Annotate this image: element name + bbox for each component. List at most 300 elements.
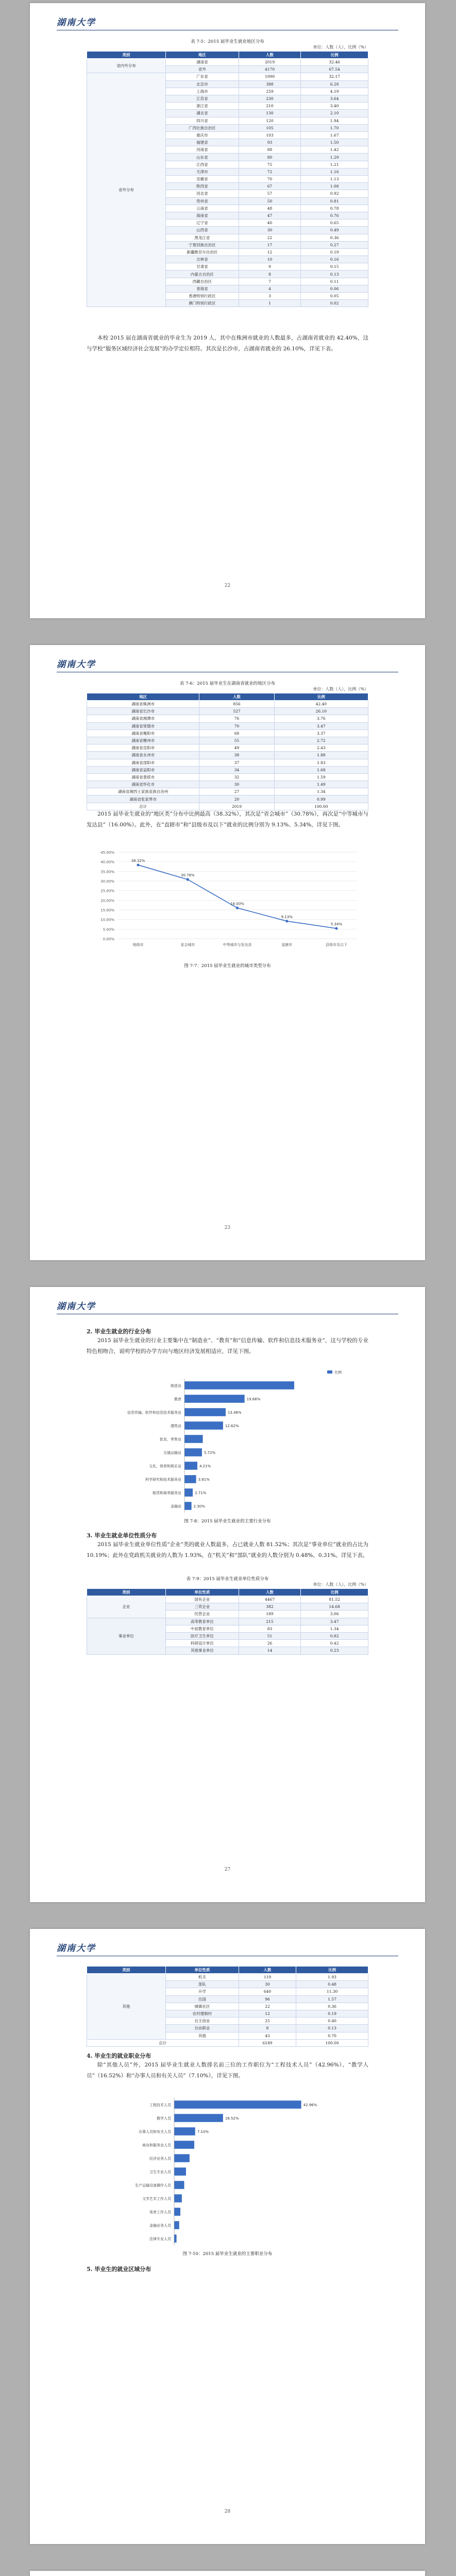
table-cell: 0.15 bbox=[301, 263, 368, 270]
table-cell: 4.19 bbox=[301, 88, 368, 95]
bar bbox=[184, 1435, 203, 1443]
group-cell: 其他 bbox=[87, 1974, 166, 2040]
table-cell: 1.21 bbox=[301, 161, 368, 168]
table-cell: 2.72 bbox=[274, 737, 368, 744]
bar bbox=[174, 2234, 177, 2243]
legend-label: 比例 bbox=[334, 1370, 342, 1375]
unit-section bbox=[87, 1531, 368, 1561]
table-cell: 辽宁省 bbox=[165, 219, 239, 227]
table-cell: 3.47 bbox=[301, 1618, 368, 1625]
data-label: 2.71% bbox=[195, 1491, 207, 1495]
table-cell: 68 bbox=[199, 730, 274, 737]
table-cell: 3.64 bbox=[301, 95, 368, 102]
table-cell: 17 bbox=[239, 241, 300, 248]
y-tick-label: 5.00% bbox=[103, 927, 114, 932]
table-cell: 4 bbox=[239, 285, 300, 292]
table-row bbox=[87, 788, 368, 795]
table-cell: 海南省 bbox=[165, 212, 239, 219]
table-cell: 科研设计单位 bbox=[165, 1640, 239, 1647]
industry-bar-chart bbox=[87, 1368, 368, 1515]
data-label: 16.00% bbox=[230, 902, 244, 906]
table-cell: 1.83 bbox=[274, 759, 368, 766]
table-cell: 湖南省常德市 bbox=[87, 722, 199, 730]
figure-caption: 图 7-8：2015 届毕业生就业的主要行业分布 bbox=[184, 1519, 271, 1524]
unit-table-continued bbox=[87, 1966, 368, 2047]
category-label: 办事人员和有关人员 bbox=[139, 2130, 171, 2134]
table-cell: 14 bbox=[239, 1647, 300, 1654]
table-cell: 103 bbox=[239, 131, 300, 139]
table-cell: 湖南省永州市 bbox=[87, 752, 199, 759]
table-cell: 天津市 bbox=[165, 168, 239, 175]
document-page-4 bbox=[30, 1929, 425, 2544]
table-cell: 1.88 bbox=[274, 752, 368, 759]
table-total-row bbox=[87, 2039, 368, 2046]
table-cell: 210 bbox=[239, 103, 300, 110]
page-header bbox=[57, 1298, 398, 1314]
table-cell: 1.50 bbox=[301, 139, 368, 146]
region-table-block bbox=[87, 38, 368, 307]
table-cell: 119 bbox=[239, 1974, 296, 1981]
table-cell: 0.49 bbox=[301, 227, 368, 234]
table-cell: 0.36 bbox=[296, 2003, 368, 2010]
table-cell: 医疗卫生单位 bbox=[165, 1632, 239, 1639]
table-cell: 1.42 bbox=[301, 146, 368, 154]
table-cell: 自由职业 bbox=[165, 2025, 239, 2032]
table-cell: 26.10 bbox=[274, 708, 368, 715]
table-cell: 22 bbox=[239, 2003, 296, 2010]
category-label: 教学人员 bbox=[157, 2116, 171, 2121]
table-cell: 51 bbox=[239, 1632, 300, 1639]
table-cell: 22 bbox=[239, 234, 300, 241]
industry-chart bbox=[87, 1368, 368, 1515]
document-page-5 bbox=[30, 2571, 425, 2576]
x-tick-label: 直辖市 bbox=[281, 943, 293, 947]
table-cell: 32.17 bbox=[301, 73, 368, 80]
bar bbox=[184, 1408, 226, 1416]
table-row bbox=[87, 1618, 368, 1625]
table-row bbox=[87, 59, 368, 66]
table-cell: 67.54 bbox=[301, 66, 368, 73]
industry-section bbox=[87, 1327, 368, 1357]
table-cell: 1.08 bbox=[301, 183, 368, 190]
table-cell: 0.06 bbox=[301, 285, 368, 292]
job-chart bbox=[87, 2093, 368, 2247]
table-header: 单位性质 bbox=[165, 1589, 239, 1596]
table-cell: 27 bbox=[199, 788, 274, 795]
table-cell: 0.11 bbox=[301, 278, 368, 285]
bar bbox=[174, 2181, 184, 2189]
table-cell: 陕西省 bbox=[165, 183, 239, 190]
bar bbox=[174, 2141, 194, 2149]
table-cell: 1.70 bbox=[301, 124, 368, 131]
table-cell: 1.49 bbox=[274, 781, 368, 788]
table-cell: 内蒙古自治区 bbox=[165, 270, 239, 278]
bar bbox=[184, 1381, 294, 1389]
table-cell: 30 bbox=[239, 227, 300, 234]
x-tick-label: 地级市 bbox=[132, 943, 144, 947]
category-label: 体育工作人员 bbox=[149, 2210, 171, 2214]
table-cell: 6189 bbox=[239, 2039, 296, 2046]
table-header: 单位性质 bbox=[165, 1967, 239, 1974]
table-cell: 42.40 bbox=[274, 701, 368, 708]
table-caption: 表 7-9：2015 届毕业生就业单位性质分布 bbox=[186, 1577, 269, 1582]
table-cell: 重庆市 bbox=[165, 131, 239, 139]
bar bbox=[174, 2208, 180, 2216]
table-cell: 189 bbox=[239, 1611, 300, 1618]
table-cell: 河北省 bbox=[165, 190, 239, 197]
table-cell: 0.76 bbox=[301, 212, 368, 219]
x-tick-label: 中等城市与发达县 bbox=[223, 943, 252, 947]
table-cell: 3.37 bbox=[274, 730, 368, 737]
bar bbox=[174, 2154, 190, 2162]
table-cell: 吉林省 bbox=[165, 256, 239, 263]
table-row bbox=[87, 795, 368, 803]
data-label: 2.30% bbox=[193, 1504, 205, 1509]
table-cell: 安徽省 bbox=[165, 176, 239, 183]
bar bbox=[174, 2127, 195, 2136]
university-logo: 湖南大学 bbox=[57, 1943, 96, 1954]
table-row bbox=[87, 766, 368, 773]
table-cell: 32.46 bbox=[301, 59, 368, 66]
table-cell: 1.29 bbox=[301, 154, 368, 161]
document-page-3 bbox=[30, 1287, 425, 1902]
data-label: 19.66% bbox=[246, 1397, 261, 1401]
table-cell: 26 bbox=[239, 1640, 300, 1647]
table-cell: 四川省 bbox=[165, 117, 239, 124]
y-tick-label: 10.00% bbox=[100, 918, 114, 922]
table-cell: 升学 bbox=[165, 1988, 239, 1995]
table-cell: 浙江省 bbox=[165, 103, 239, 110]
table-cell: 527 bbox=[199, 708, 274, 715]
y-tick-label: 30.00% bbox=[100, 879, 114, 884]
paragraph-block bbox=[87, 809, 368, 831]
category-label: 商业和服务业人员 bbox=[142, 2143, 171, 2147]
table-row bbox=[87, 708, 368, 715]
table-cell: 0.65 bbox=[301, 219, 368, 227]
category-label: 金融业务人员 bbox=[149, 2224, 171, 2228]
group-cell: 事业单位 bbox=[87, 1618, 166, 1654]
table-cell: 8 bbox=[239, 270, 300, 278]
unit-table-block bbox=[87, 1575, 368, 1655]
y-tick-label: 15.00% bbox=[100, 908, 114, 912]
table-cell: 省外 bbox=[165, 66, 239, 73]
table-row bbox=[87, 701, 368, 708]
table-cell: 0.48 bbox=[296, 1981, 368, 1988]
table-cell: 14.68 bbox=[301, 1603, 368, 1611]
table-cell: 388 bbox=[239, 80, 300, 88]
table-cell: 3.06 bbox=[301, 1611, 368, 1618]
page-number: 22 bbox=[224, 583, 231, 588]
table-row bbox=[87, 1596, 368, 1603]
group-cell: 企业 bbox=[87, 1596, 166, 1618]
city-type-line-chart bbox=[87, 846, 368, 959]
bar bbox=[184, 1475, 196, 1483]
table-cell: 山东省 bbox=[165, 154, 239, 161]
table-cell: 2.43 bbox=[274, 744, 368, 752]
table-header: 比例 bbox=[301, 1589, 368, 1596]
table-cell: 10 bbox=[239, 256, 300, 263]
table-cell: 2019 bbox=[239, 59, 300, 66]
university-logo: 湖南大学 bbox=[57, 659, 96, 670]
table-cell: 西藏自治区 bbox=[165, 278, 239, 285]
table-cell: 0.27 bbox=[301, 241, 368, 248]
y-tick-label: 35.00% bbox=[100, 870, 114, 874]
data-label: 38.32% bbox=[131, 858, 145, 863]
table-cell: 福建省 bbox=[165, 139, 239, 146]
data-point bbox=[137, 863, 139, 866]
table-cell: 新疆维吾尔自治区 bbox=[165, 248, 239, 256]
table-cell: 72 bbox=[239, 168, 300, 175]
page-header bbox=[57, 14, 398, 30]
table-row bbox=[87, 722, 368, 730]
table-cell: 云南省 bbox=[165, 205, 239, 212]
data-point bbox=[285, 920, 288, 922]
table-cell: 3 bbox=[239, 293, 300, 300]
bar bbox=[184, 1462, 197, 1470]
page-header bbox=[57, 656, 398, 672]
table-cell: 其他事业单位 bbox=[165, 1647, 239, 1654]
data-label: 42.96% bbox=[303, 2103, 317, 2107]
table-cell: 34 bbox=[199, 766, 274, 773]
table-cell: 0.02 bbox=[301, 300, 368, 307]
table-row bbox=[87, 752, 368, 759]
table-cell: 0.82 bbox=[301, 1632, 368, 1639]
section-heading: 5. 毕业生的就业区域分布 bbox=[87, 2266, 151, 2273]
category-label: 交通运输业 bbox=[163, 1451, 181, 1455]
table-cell: 20 bbox=[199, 795, 274, 803]
table-cell: 11.30 bbox=[296, 1988, 368, 1995]
category-label: 金融业 bbox=[171, 1504, 181, 1509]
table-cell: 2.10 bbox=[301, 110, 368, 117]
table-cell: 湖南省 bbox=[165, 59, 239, 66]
bar bbox=[184, 1488, 193, 1497]
table-cell: 出国 bbox=[165, 1995, 239, 2003]
hunan-city-table bbox=[87, 693, 368, 810]
job-section bbox=[87, 2052, 368, 2081]
table-header: 人数 bbox=[239, 1967, 296, 1974]
category-label: 制造业 bbox=[171, 1384, 181, 1388]
table-cell: 1.59 bbox=[274, 773, 368, 781]
paragraph-block bbox=[87, 333, 368, 354]
category-label: 卫生专业人员 bbox=[149, 2170, 171, 2174]
table-cell: 25 bbox=[239, 2018, 296, 2025]
category-label: 生产运输设备操作人员 bbox=[135, 2183, 171, 2188]
table-cell: 湖南省株洲市 bbox=[87, 701, 199, 708]
table-cell: 100.00 bbox=[274, 803, 368, 810]
table-cell: 0.36 bbox=[301, 234, 368, 241]
table-cell: 广西壮族自治区 bbox=[165, 124, 239, 131]
table-cell: 30 bbox=[199, 781, 274, 788]
table-cell: 32 bbox=[199, 773, 274, 781]
table-cell: 37 bbox=[199, 759, 274, 766]
page-number: 28 bbox=[224, 2509, 231, 2514]
table-cell: 215 bbox=[239, 1618, 300, 1625]
data-label: 3.81% bbox=[198, 1478, 210, 1482]
table-cell: 259 bbox=[239, 88, 300, 95]
table-cell: 4467 bbox=[239, 1596, 300, 1603]
table-cell: 12 bbox=[239, 2010, 296, 2017]
table-cell: 0.13 bbox=[301, 270, 368, 278]
y-tick-label: 0.00% bbox=[103, 937, 114, 941]
data-label: 12.62% bbox=[225, 1424, 239, 1428]
table-cell: 0.42 bbox=[301, 1640, 368, 1647]
table-cell: 湖南省娄底市 bbox=[87, 773, 199, 781]
data-point bbox=[335, 927, 337, 929]
table-header: 类别 bbox=[87, 1589, 166, 1596]
table-cell: 48 bbox=[239, 205, 300, 212]
table-cell: 0.16 bbox=[301, 256, 368, 263]
table-cell: 856 bbox=[199, 701, 274, 708]
table-cell: 7 bbox=[239, 278, 300, 285]
table-cell: 江苏省 bbox=[165, 95, 239, 102]
section-heading: 2. 毕业生就业的行业分布 bbox=[87, 1328, 151, 1335]
table-cell: 部队 bbox=[165, 1981, 239, 1988]
table-cell: 湖北省 bbox=[165, 110, 239, 117]
table-cell: 湖南省湘西土家族苗族自治州 bbox=[87, 788, 199, 795]
table-cell: 城镇社区 bbox=[165, 2003, 239, 2010]
table-cell: 12 bbox=[239, 248, 300, 256]
table-cell: 9 bbox=[239, 263, 300, 270]
category-label: 文化、体育和娱乐业 bbox=[149, 1464, 181, 1468]
table-cell: 北京市 bbox=[165, 80, 239, 88]
category-label: 信息传输、软件和信息技术服务业 bbox=[127, 1411, 181, 1415]
table-cell: 澳门特别行政区 bbox=[165, 300, 239, 307]
hunan-table-block bbox=[87, 680, 368, 810]
body-paragraph: 2015 届毕业生就业单位性质“企业”类的就业人数最多，占已就业人数 81.52%；其次是“事业单位”就业的占比为 10.19%；此外在党政机关就业的人数为 1.93%，在“机关”和“部队”就业的人数分别为 0.48%、0.31%。详见下表。 bbox=[87, 1541, 368, 1558]
table-row bbox=[87, 73, 368, 80]
category-label: 法律专业人员 bbox=[149, 2237, 171, 2241]
table-cell: 1.34 bbox=[274, 788, 368, 795]
table-header: 人数 bbox=[199, 693, 274, 701]
category-label: 教育 bbox=[174, 1397, 181, 1401]
table-cell: 70 bbox=[199, 722, 274, 730]
table-cell: 湖南省衡阳市 bbox=[87, 730, 199, 737]
city-type-chart bbox=[87, 846, 368, 959]
table-cell: 49 bbox=[199, 744, 274, 752]
table-cell: 宁夏回族自治区 bbox=[165, 241, 239, 248]
table-cell: 640 bbox=[239, 1988, 296, 1995]
unit-nature-table-cont bbox=[87, 1966, 368, 2047]
table-cell: 湖南省怀化市 bbox=[87, 781, 199, 788]
data-point bbox=[236, 907, 239, 909]
table-cell: 130 bbox=[239, 110, 300, 117]
table-cell: 农村建制村 bbox=[165, 2010, 239, 2017]
data-label: 4.21% bbox=[199, 1464, 211, 1468]
table-cell: 93 bbox=[239, 139, 300, 146]
body-paragraph: 2015 届毕业生就业的行业主要集中在“制造业”、“教育”和“信息传输、软件和信息技术服务业”，这与学校的专业特色相吻合，说明学校的办学方向与地区经济发展相适应，详见下图。 bbox=[87, 1337, 368, 1354]
x-tick-label: 县级市及以下 bbox=[326, 943, 347, 947]
legend-swatch bbox=[327, 1370, 332, 1374]
table-cell: 中初教育单位 bbox=[165, 1625, 239, 1632]
table-cell: 382 bbox=[239, 1603, 300, 1611]
data-label: 13.48% bbox=[227, 1411, 242, 1415]
table-cell: 山西省 bbox=[165, 227, 239, 234]
table-cell: 120 bbox=[239, 117, 300, 124]
table-row bbox=[87, 730, 368, 737]
table-cell: 湖南省郴州市 bbox=[87, 737, 199, 744]
table-header: 比例 bbox=[301, 52, 368, 59]
data-point bbox=[187, 878, 189, 880]
table-cell: 黑龙江省 bbox=[165, 234, 239, 241]
table-cell: 1.34 bbox=[301, 1625, 368, 1632]
table-row bbox=[87, 1974, 368, 1981]
table-cell: 机关 bbox=[165, 1974, 239, 1981]
table-cell: 三资企业 bbox=[165, 1603, 239, 1611]
table-unit: 单位：人数（人），比例（%） bbox=[313, 45, 368, 49]
table-cell: 30 bbox=[239, 1981, 296, 1988]
bar bbox=[184, 1395, 245, 1403]
category-label: 批发、零售业 bbox=[160, 1437, 181, 1442]
data-label: 7.10% bbox=[197, 2130, 209, 2134]
category-label: 工程技术人员 bbox=[149, 2103, 171, 2107]
y-tick-label: 45.00% bbox=[100, 851, 114, 855]
data-label: 9.13% bbox=[281, 914, 293, 919]
table-cell: 0.19 bbox=[301, 248, 368, 256]
table-cell: 1.68 bbox=[274, 766, 368, 773]
figure-caption: 图 7-7：2015 届毕业生就业的城市类型分布 bbox=[184, 963, 271, 969]
table-cell: 江西省 bbox=[165, 161, 239, 168]
table-cell: 自主创业 bbox=[165, 2018, 239, 2025]
table-row bbox=[87, 737, 368, 744]
bar bbox=[184, 1421, 223, 1430]
table-cell: 57 bbox=[239, 190, 300, 197]
table-header: 人数 bbox=[239, 52, 300, 59]
table-cell: 80 bbox=[239, 154, 300, 161]
y-tick-label: 20.00% bbox=[100, 899, 114, 903]
table-cell: 50 bbox=[239, 197, 300, 205]
table-cell: 67 bbox=[239, 183, 300, 190]
unit-nature-table bbox=[87, 1588, 368, 1655]
region-distribution-table bbox=[87, 51, 368, 307]
table-cell: 0.40 bbox=[296, 2018, 368, 2025]
table-cell: 105 bbox=[239, 124, 300, 131]
group-cell: 省内外分布 bbox=[87, 59, 166, 73]
table-cell: 2019 bbox=[199, 803, 274, 810]
table-header: 比例 bbox=[274, 693, 368, 701]
table-header: 地区 bbox=[87, 693, 199, 701]
bar bbox=[174, 2167, 186, 2176]
bar bbox=[174, 2114, 223, 2122]
y-tick-label: 25.00% bbox=[100, 889, 114, 893]
category-label: 建筑业 bbox=[171, 1424, 181, 1428]
table-cell: 230 bbox=[239, 95, 300, 102]
table-cell: 4170 bbox=[239, 66, 300, 73]
table-cell: 76 bbox=[199, 715, 274, 722]
page-number: 27 bbox=[224, 1867, 231, 1872]
bar bbox=[174, 2194, 182, 2202]
series-line bbox=[138, 865, 336, 928]
job-bar-chart bbox=[87, 2093, 368, 2247]
bar bbox=[184, 1448, 202, 1456]
table-cell: 湖南省张家界市 bbox=[87, 795, 199, 803]
section-heading: 4. 毕业生的就业职业分布 bbox=[87, 2053, 151, 2059]
data-label: 16.52% bbox=[225, 2116, 239, 2121]
table-cell: 1.67 bbox=[301, 131, 368, 139]
table-cell: 96 bbox=[239, 1995, 296, 2003]
table-cell: 40 bbox=[239, 219, 300, 227]
table-header: 类别 bbox=[87, 52, 166, 59]
table-cell: 75 bbox=[239, 161, 300, 168]
table-row bbox=[87, 744, 368, 752]
university-logo: 湖南大学 bbox=[57, 18, 96, 28]
table-row bbox=[87, 781, 368, 788]
table-cell: 国有企业 bbox=[165, 1596, 239, 1603]
table-cell: 0.19 bbox=[296, 2010, 368, 2017]
table-header: 类别 bbox=[87, 1967, 166, 1974]
page-number: 23 bbox=[224, 1225, 231, 1230]
table-cell: 湖南省岳阳市 bbox=[87, 744, 199, 752]
table-row bbox=[87, 773, 368, 781]
